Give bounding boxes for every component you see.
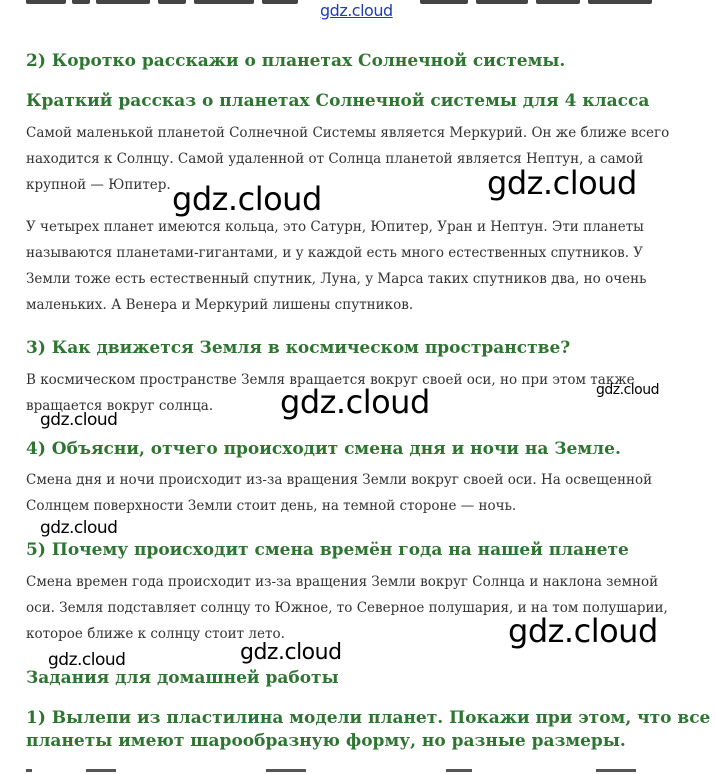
question-4-heading: 4) Объясни, отчего происходит смена дня и ночи на Земле. <box>26 439 621 459</box>
text-line: вращается вокруг солнца. <box>26 398 214 414</box>
text-line: Земли тоже есть естественный спутник, Луна, у Марса таких спутников два, но очень <box>26 271 647 287</box>
text-line: крупной — Юпитер. <box>26 177 171 193</box>
watermark: gdz.cloud <box>40 410 118 430</box>
question-2-paragraph-2 <box>26 214 676 318</box>
watermark: gdz.cloud <box>48 650 126 670</box>
homework-heading: Задания для домашней работы <box>26 668 339 688</box>
watermark: gdz.cloud <box>40 518 118 538</box>
text-line: У четырех планет имеются кольца, это Сатурн, Юпитер, Уран и Нептун. Эти планеты <box>26 219 644 235</box>
homework-task-1-heading-line-1: 1) Вылепи из пластилина модели планет. Покажи при этом, что все <box>26 708 711 728</box>
question-4-paragraph <box>26 467 676 519</box>
text-line: находится к Солнцу. Самой удаленной от Солнца планетой является Нептун, а самой <box>26 151 644 167</box>
homework-task-1-heading-line-2: планеты имеют шарообразную форму, но разные размеры. <box>26 731 626 751</box>
watermark: gdz.cloud <box>280 383 430 421</box>
question-3-heading: 3) Как движется Земля в космическом пространстве? <box>26 338 571 358</box>
text-line: В космическом пространстве Земля вращается вокруг своей оси, но при этом также <box>26 372 635 388</box>
clipped-text-bottom <box>26 766 686 774</box>
watermark-top-link[interactable]: gdz.cloud <box>320 1 393 20</box>
watermark: gdz.cloud <box>487 164 637 202</box>
question-2-heading: 2) Коротко расскажи о планетах Солнечной системы. <box>26 51 566 71</box>
question-5-heading: 5) Почему происходит смена времён года на нашей планете <box>26 540 629 560</box>
text-line: которое ближе к солнцу стоит лето. <box>26 626 285 642</box>
text-line: маленьких. А Венера и Меркурий лишены спутников. <box>26 297 414 313</box>
watermark: gdz.cloud <box>596 382 659 398</box>
text-line: Смена времен года происходит из-за вращения Земли вокруг Солнца и наклона земной <box>26 574 659 590</box>
watermark: gdz.cloud <box>508 612 658 650</box>
text-line: Самой маленькой планетой Солнечной Системы является Меркурий. Он же ближе всего <box>26 125 670 141</box>
text-line: Смена дня и ночи происходит из-за вращения Земли вокруг своей оси. На освещенной <box>26 472 653 488</box>
question-2-subheading: Краткий рассказ о планетах Солнечной системы для 4 класса <box>26 91 650 111</box>
text-line: называются планетами-гигантами, и у каждой есть много естественных спутников. У <box>26 245 644 261</box>
text-line: оси. Земля подставляет солнцу то Южное, то Северное полушария, и на том полушарии, <box>26 600 668 616</box>
watermark: gdz.cloud <box>240 640 342 665</box>
text-line: Солнцем поверхности Земли стоит день, на темной стороне — ночь. <box>26 498 517 514</box>
watermark: gdz.cloud <box>172 180 322 218</box>
